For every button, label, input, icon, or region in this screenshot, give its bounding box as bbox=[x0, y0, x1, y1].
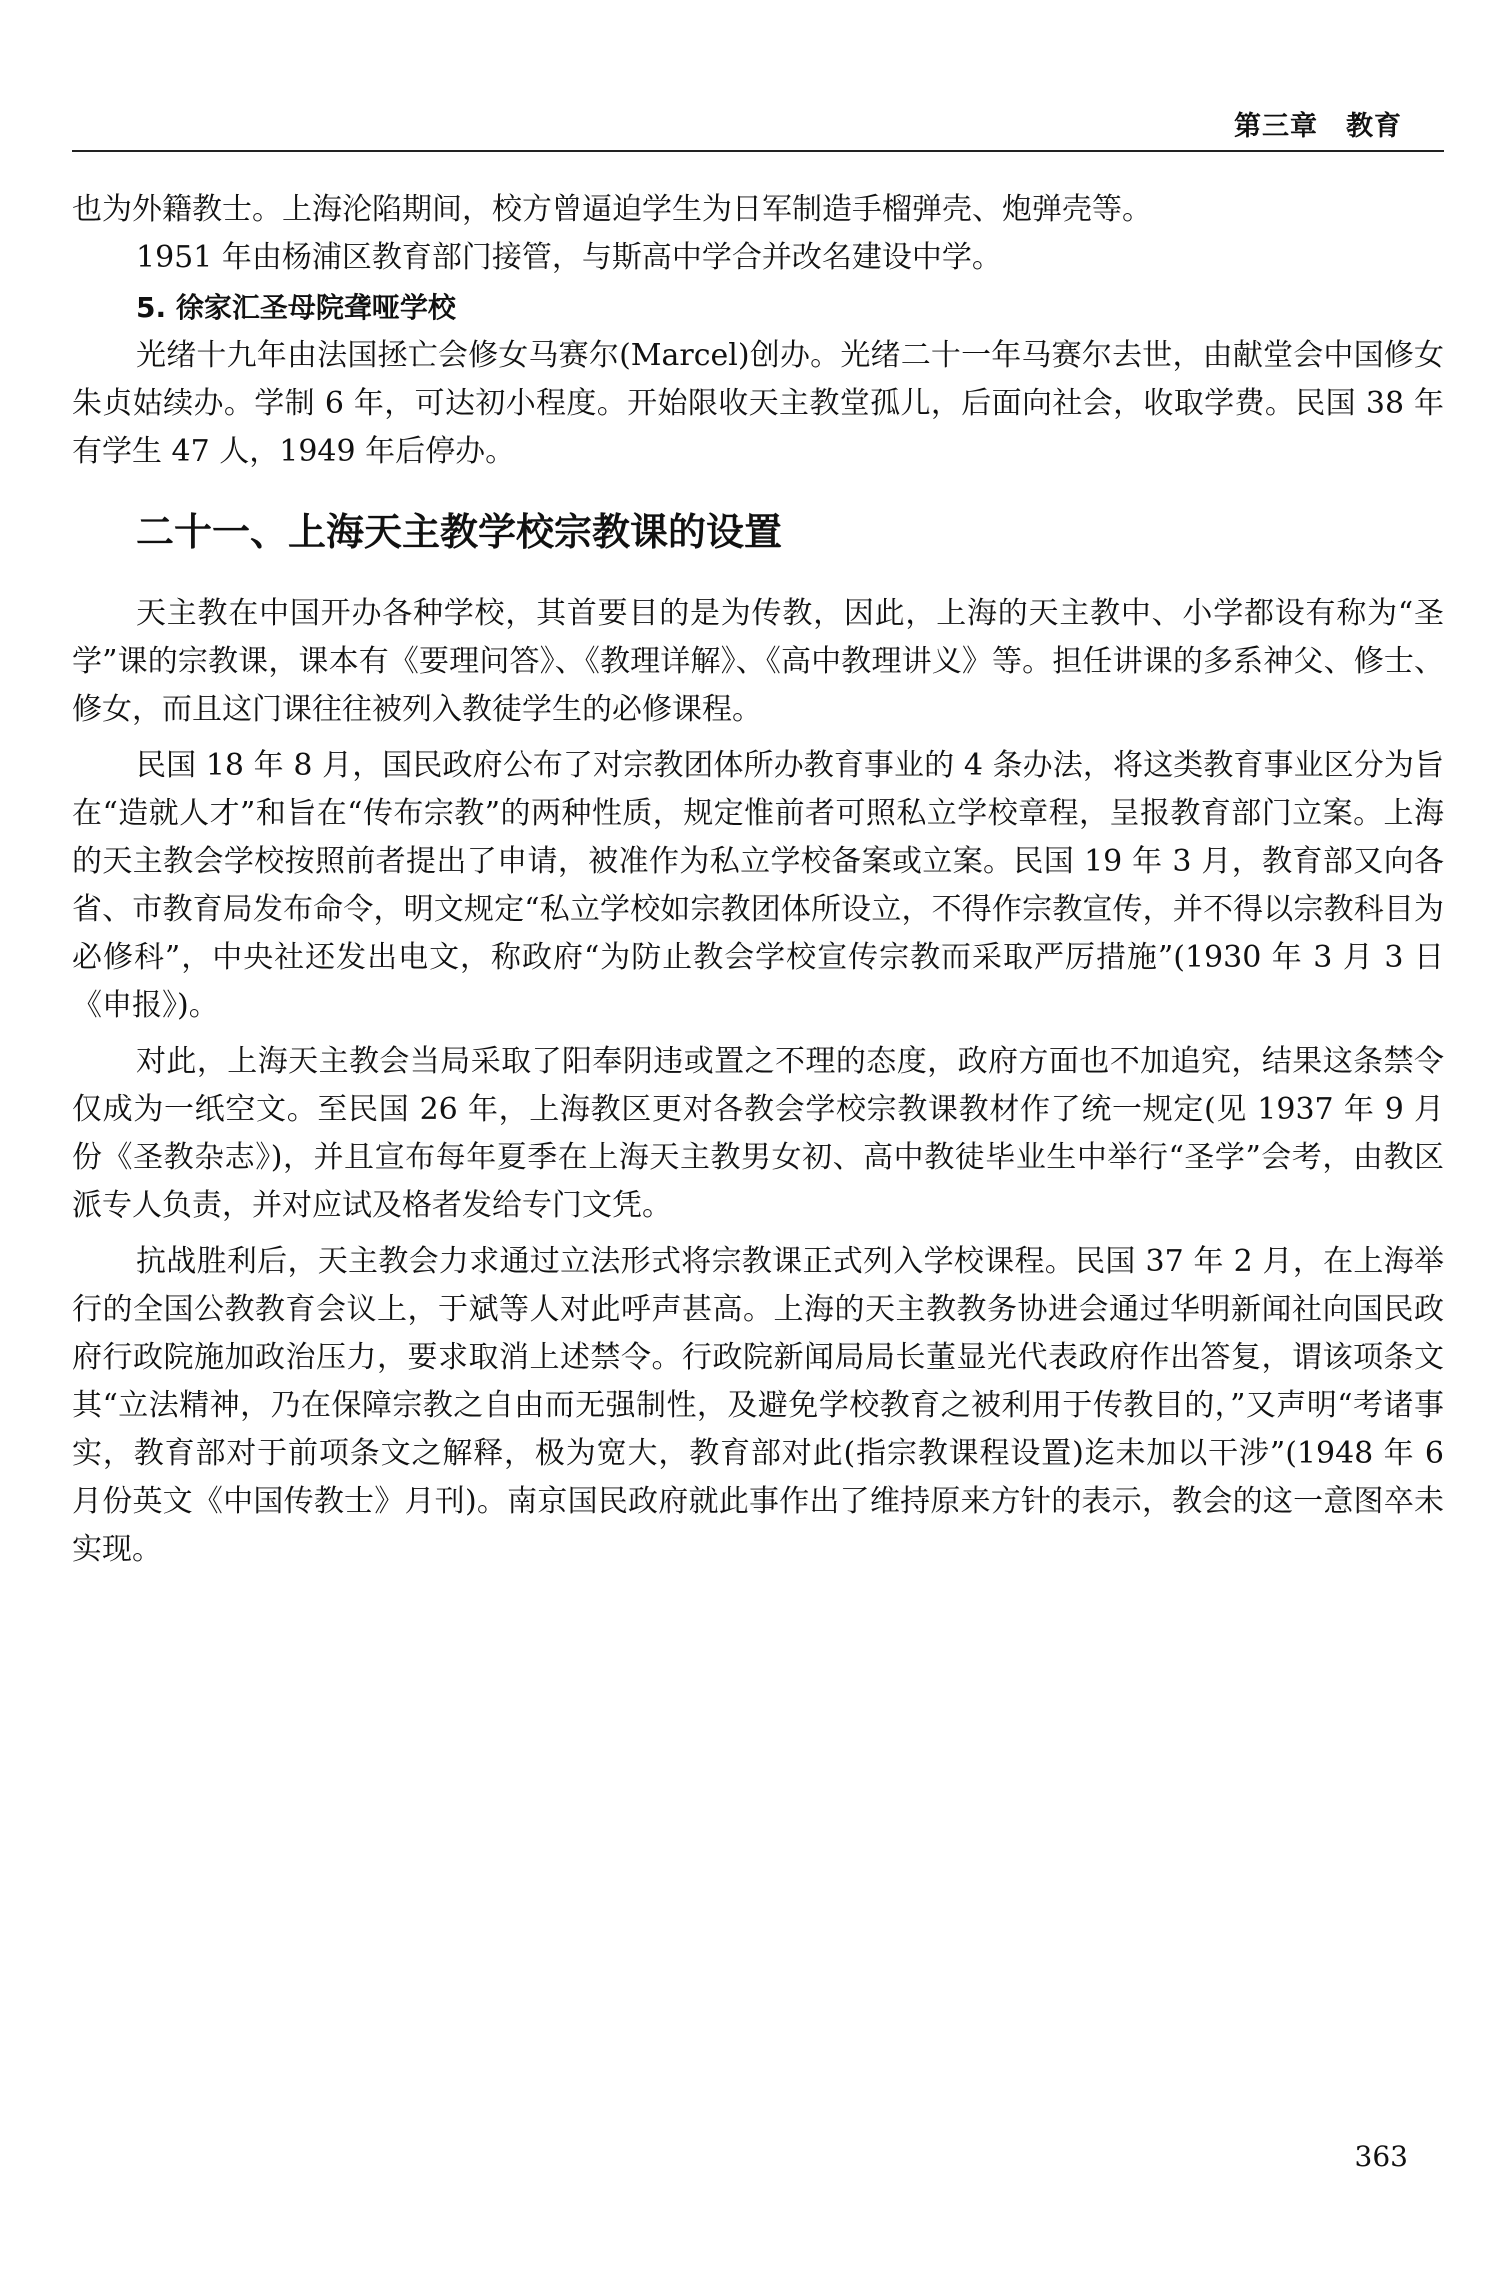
paragraph-religious-course: 天主教在中国开办各种学校，其首要目的是为传教，因此，上海的天主教中、小学都设有称为“圣学”课的宗教课，课本有《要理问答》、《教理详解》、《高中教理讲义》等。担任讲课的多系神父、修士、修女，而且这门课往往被列入教徒学生的必修课程。 bbox=[72, 596, 1444, 727]
page-body bbox=[72, 186, 1444, 1574]
paragraph-government-rules: 民国 18 年 8 月，国民政府公布了对宗教团体所办教育事业的 4 条办法，将这类教育事业区分为旨在“造就人才”和旨在“传布宗教”的两种性质，规定惟前者可照私立学校章程，呈报教育部门立案。上海的天主教会学校按照前者提出了申请，被准作为私立学校备案或立案。民国 19 年 3 月，教育部又向各省、市教育局发布命令，明文规定“私立学校如宗教团体所设立，不得作宗教宣传，并不得以宗教科目为必修科”，中央社还发出电文，称政府“为防止教会学校宣传宗教而采取严厉措施”(1930 年 3 月 3 日《申报》)。 bbox=[72, 748, 1444, 1023]
subsection-heading: 5. 徐家汇圣母院聋哑学校 bbox=[136, 291, 456, 324]
header-rule bbox=[72, 150, 1444, 152]
paragraph-deaf-school: 光绪十九年由法国拯亡会修女马赛尔(Marcel)创办。光绪二十一年马赛尔去世，由献堂会中国修女朱贞姑续办。学制 6 年，可达初小程度。开始限收天主教堂孤儿，后面向社会，收取学费。民国 38 年有学生 47 人，1949 年后停办。 bbox=[72, 338, 1444, 469]
paragraph-post-war: 抗战胜利后，天主教会力求通过立法形式将宗教课正式列入学校课程。民国 37 年 2 月，在上海举行的全国公教教育会议上，于斌等人对此呼声甚高。上海的天主教教务协进会通过华明新闻社向国民政府行政院施加政治压力，要求取消上述禁令。行政院新闻局局长董显光代表政府作出答复，谓该项条文其“立法精神，乃在保障宗教之自由而无强制性，及避免学校教育之被利用于传教目的，”又声明“考诸事实，教育部对于前项条文之解释，极为宽大，教育部对此(指宗教课程设置)迄未加以干涉”(1948 年 6 月份英文《中国传教士》月刊)。南京国民政府就此事作出了维持原来方针的表示，教会的这一意图卒未实现。 bbox=[72, 1244, 1444, 1567]
paragraph-gap bbox=[72, 1230, 1444, 1238]
paragraph-continued: 也为外籍教士。上海沦陷期间，校方曾逼迫学生为日军制造手榴弹壳、炮弹壳等。 bbox=[72, 192, 1152, 227]
paragraph-gap bbox=[72, 734, 1444, 742]
running-head: 第三章 教育 bbox=[1234, 111, 1402, 142]
paragraph-gap bbox=[72, 1030, 1444, 1038]
paragraph-takeover: 1951 年由杨浦区教育部门接管，与斯高中学合并改名建设中学。 bbox=[136, 240, 1002, 275]
section-heading: 二十一、上海天主教学校宗教课的设置 bbox=[136, 510, 783, 554]
paragraph-church-response: 对此，上海天主教会当局采取了阳奉阴违或置之不理的态度，政府方面也不加追究，结果这条禁令仅成为一纸空文。至民国 26 年，上海教区更对各教会学校宗教课教材作了统一规定(见 1937 年 9 月份《圣教杂志》)，并且宣布每年夏季在上海天主教男女初、高中教徒毕业生中举行“圣学”会考，由教区派专人负责，并对应试及格者发给专门文凭。 bbox=[72, 1044, 1444, 1223]
page-number: 363 bbox=[1354, 2140, 1408, 2173]
